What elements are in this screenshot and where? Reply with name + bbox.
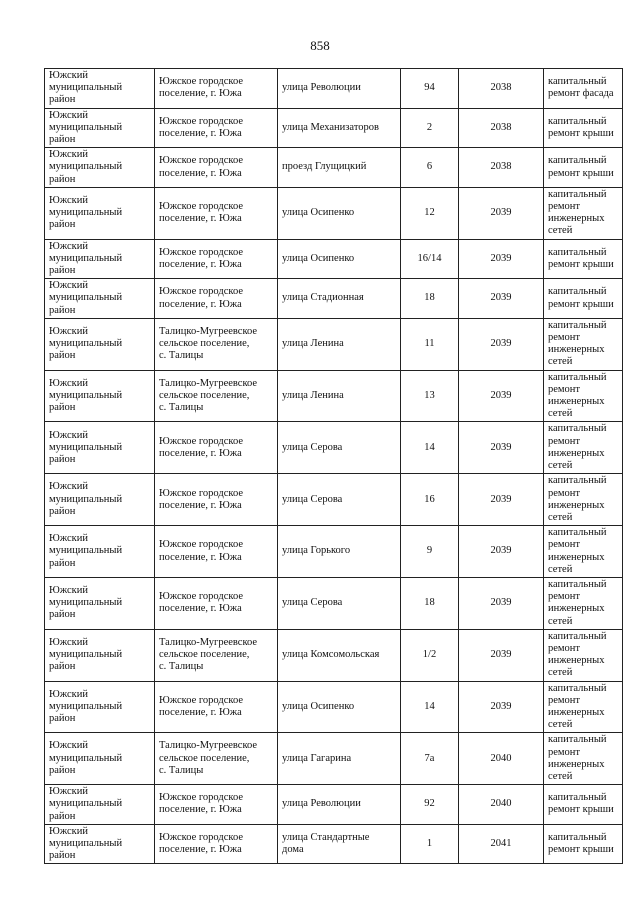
house-number-cell bbox=[401, 526, 459, 578]
settlement-cell-text: Южское городское поселение, г. Южа bbox=[159, 831, 243, 856]
table-row bbox=[45, 526, 623, 578]
year-cell bbox=[459, 108, 544, 148]
street-cell-text: улица Революции bbox=[282, 798, 361, 810]
settlement-cell-text: Южское городское поселение, г. Южа bbox=[159, 694, 243, 718]
district-cell-text: Южский муниципальный район bbox=[49, 825, 123, 862]
year-cell bbox=[459, 629, 544, 681]
house-number-cell-text: 14 bbox=[424, 700, 435, 712]
settlement-cell-text: Южское городское поселение, г. Южа bbox=[159, 792, 243, 816]
settlement-cell-text: Талицко-Мугреевское сельское поселение, с. Талицы bbox=[159, 636, 258, 673]
settlement-cell bbox=[155, 318, 278, 370]
settlement-cell bbox=[155, 824, 278, 864]
year-cell-text: 2038 bbox=[490, 82, 512, 94]
year-cell bbox=[459, 279, 544, 319]
district-cell bbox=[45, 318, 155, 370]
table-row bbox=[45, 733, 623, 785]
settlement-cell bbox=[155, 422, 278, 474]
settlement-cell bbox=[155, 629, 278, 681]
year-cell bbox=[459, 474, 544, 526]
district-cell bbox=[45, 474, 155, 526]
work-type-cell-text: капитальный ремонт инженерных сетей bbox=[548, 578, 607, 627]
district-cell-text: Южский муниципальный район bbox=[49, 240, 123, 277]
street-cell-text: улица Комсомольская bbox=[282, 649, 380, 661]
table-row bbox=[45, 577, 623, 629]
district-cell-text: Южский муниципальный район bbox=[49, 786, 123, 822]
work-type-cell bbox=[544, 629, 623, 681]
table-row bbox=[45, 824, 623, 864]
street-cell bbox=[278, 733, 401, 785]
settlement-cell-text: Южское городское поселение, г. Южа bbox=[159, 76, 243, 100]
house-number-cell bbox=[401, 239, 459, 279]
work-type-cell-text: капитальный ремонт фасада bbox=[548, 76, 614, 100]
settlement-cell-text: Южское городское поселение, г. Южа bbox=[159, 487, 243, 511]
district-cell-text: Южский муниципальный район bbox=[49, 740, 123, 776]
district-cell bbox=[45, 148, 155, 188]
street-cell bbox=[278, 629, 401, 681]
table-row bbox=[45, 785, 623, 825]
settlement-cell bbox=[155, 474, 278, 526]
work-type-cell-text: капитальный ремонт крыши bbox=[548, 115, 614, 139]
year-cell bbox=[459, 733, 544, 785]
repair-schedule-table bbox=[44, 68, 623, 864]
house-number-cell-text: 92 bbox=[424, 798, 435, 810]
house-number-cell bbox=[401, 187, 459, 239]
year-cell-text: 2039 bbox=[490, 252, 512, 264]
district-cell-text: Южский муниципальный район bbox=[49, 377, 123, 414]
house-number-cell bbox=[401, 474, 459, 526]
house-number-cell-text: 7а bbox=[424, 752, 435, 764]
house-number-cell bbox=[401, 824, 459, 864]
district-cell-text: Южский муниципальный район bbox=[49, 429, 123, 465]
work-type-cell-text: капитальный ремонт инженерных сетей bbox=[548, 423, 607, 472]
work-type-cell bbox=[544, 733, 623, 785]
street-cell bbox=[278, 370, 401, 422]
settlement-cell-text: Южское городское поселение, г. Южа bbox=[159, 591, 243, 615]
district-cell bbox=[45, 577, 155, 629]
work-type-cell bbox=[544, 785, 623, 825]
district-cell bbox=[45, 733, 155, 785]
year-cell bbox=[459, 370, 544, 422]
district-cell-text: Южский муниципальный район bbox=[49, 585, 123, 621]
table-row bbox=[45, 187, 623, 239]
year-cell bbox=[459, 681, 544, 733]
street-cell bbox=[278, 474, 401, 526]
house-number-cell bbox=[401, 370, 459, 422]
work-type-cell-text: капитальный ремонт инженерных сетей bbox=[548, 682, 607, 731]
house-number-cell bbox=[401, 577, 459, 629]
street-cell-text: улица Стадионная bbox=[282, 292, 364, 304]
house-number-cell bbox=[401, 785, 459, 825]
year-cell-text: 2039 bbox=[490, 493, 512, 505]
work-type-cell bbox=[544, 577, 623, 629]
settlement-cell bbox=[155, 681, 278, 733]
settlement-cell-text: Талицко-Мугреевское сельское поселение, с. Талицы bbox=[159, 377, 258, 414]
street-cell-text: улица Революции bbox=[282, 82, 361, 94]
street-cell bbox=[278, 422, 401, 474]
street-cell bbox=[278, 526, 401, 578]
work-type-cell-text: капитальный ремонт инженерных сетей bbox=[548, 527, 607, 575]
table-row bbox=[45, 422, 623, 474]
year-cell-text: 2038 bbox=[490, 161, 512, 173]
house-number-cell-text: 13 bbox=[424, 389, 435, 401]
house-number-cell bbox=[401, 148, 459, 188]
work-type-cell bbox=[544, 239, 623, 279]
house-number-cell-text: 12 bbox=[424, 207, 435, 219]
table-row bbox=[45, 681, 623, 733]
work-type-cell bbox=[544, 681, 623, 733]
settlement-cell bbox=[155, 239, 278, 279]
house-number-cell bbox=[401, 733, 459, 785]
page-number: 858 bbox=[310, 38, 330, 53]
table-row bbox=[45, 629, 623, 681]
settlement-cell-text: Южское городское поселение, г. Южа bbox=[159, 201, 243, 225]
settlement-cell-text: Южское городское поселение, г. Южа bbox=[159, 286, 243, 310]
street-cell bbox=[278, 148, 401, 188]
house-number-cell-text: 14 bbox=[424, 441, 435, 453]
district-cell bbox=[45, 69, 155, 109]
district-cell-text: Южский муниципальный район bbox=[49, 109, 123, 146]
district-cell bbox=[45, 629, 155, 681]
house-number-cell-text: 11 bbox=[424, 338, 435, 350]
work-type-cell-text: капитальный ремонт инженерных сетей bbox=[548, 371, 607, 420]
table-row bbox=[45, 474, 623, 526]
work-type-cell-text: капитальный ремонт инженерных сетей bbox=[548, 734, 607, 782]
table-row bbox=[45, 148, 623, 188]
year-cell bbox=[459, 422, 544, 474]
house-number-cell bbox=[401, 629, 459, 681]
table-body bbox=[45, 69, 623, 864]
house-number-cell bbox=[401, 318, 459, 370]
street-cell-text: улица Ленина bbox=[282, 389, 344, 401]
settlement-cell-text: Талицко-Мугреевское сельское поселение, с. Талицы bbox=[159, 325, 258, 362]
house-number-cell bbox=[401, 69, 459, 109]
street-cell-text: улица Серова bbox=[282, 597, 343, 609]
year-cell-text: 2039 bbox=[490, 292, 512, 304]
district-cell bbox=[45, 422, 155, 474]
district-cell-text: Южский муниципальный район bbox=[49, 280, 123, 316]
district-cell-text: Южский муниципальный район bbox=[49, 194, 123, 231]
settlement-cell-text: Южское городское поселение, г. Южа bbox=[159, 539, 243, 563]
street-cell-text: проезд Глущицкий bbox=[282, 161, 367, 173]
work-type-cell-text: капитальный ремонт крыши bbox=[548, 155, 614, 179]
street-cell-text: улица Серова bbox=[282, 493, 343, 505]
year-cell bbox=[459, 318, 544, 370]
year-cell bbox=[459, 187, 544, 239]
year-cell-text: 2039 bbox=[490, 597, 512, 609]
street-cell-text: улица Ленина bbox=[282, 338, 344, 350]
work-type-cell-text: капитальный ремонт крыши bbox=[548, 286, 614, 310]
year-cell bbox=[459, 824, 544, 864]
work-type-cell bbox=[544, 526, 623, 578]
district-cell bbox=[45, 279, 155, 319]
house-number-cell-text: 1/2 bbox=[422, 649, 437, 661]
year-cell bbox=[459, 69, 544, 109]
house-number-cell-text: 16/14 bbox=[417, 252, 442, 264]
house-number-cell-text: 18 bbox=[424, 597, 435, 609]
year-cell bbox=[459, 148, 544, 188]
settlement-cell bbox=[155, 370, 278, 422]
settlement-cell bbox=[155, 187, 278, 239]
year-cell-text: 2039 bbox=[490, 649, 512, 661]
year-cell bbox=[459, 577, 544, 629]
year-cell-text: 2039 bbox=[490, 389, 512, 401]
year-cell-text: 2039 bbox=[490, 700, 512, 712]
year-cell-text: 2038 bbox=[490, 121, 512, 133]
house-number-cell-text: 2 bbox=[426, 121, 433, 133]
district-cell bbox=[45, 370, 155, 422]
settlement-cell-text: Талицко-Мугреевское сельское поселение, с. Талицы bbox=[159, 740, 258, 776]
district-cell bbox=[45, 526, 155, 578]
work-type-cell bbox=[544, 318, 623, 370]
district-cell bbox=[45, 108, 155, 148]
district-cell-text: Южский муниципальный район bbox=[49, 70, 123, 106]
house-number-cell-text: 94 bbox=[424, 82, 435, 94]
year-cell-text: 2039 bbox=[490, 207, 512, 219]
work-type-cell-text: капитальный ремонт крыши bbox=[548, 792, 614, 816]
house-number-cell bbox=[401, 422, 459, 474]
settlement-cell-text: Южское городское поселение, г. Южа bbox=[159, 246, 243, 270]
district-cell-text: Южский муниципальный район bbox=[49, 481, 123, 517]
year-cell-text: 2041 bbox=[490, 837, 512, 849]
street-cell-text: улица Гагарина bbox=[282, 752, 352, 764]
street-cell bbox=[278, 239, 401, 279]
table-row bbox=[45, 318, 623, 370]
year-cell bbox=[459, 239, 544, 279]
work-type-cell bbox=[544, 824, 623, 864]
street-cell-text: улица Горького bbox=[282, 545, 351, 557]
district-cell-text: Южский муниципальный район bbox=[49, 325, 123, 362]
house-number-cell-text: 1 bbox=[426, 837, 433, 849]
street-cell bbox=[278, 187, 401, 239]
table-row bbox=[45, 279, 623, 319]
work-type-cell-text: капитальный ремонт инженерных сетей bbox=[548, 475, 607, 523]
district-cell-text: Южский муниципальный район bbox=[49, 149, 123, 185]
district-cell bbox=[45, 187, 155, 239]
work-type-cell-text: капитальный ремонт инженерных сетей bbox=[548, 319, 607, 368]
year-cell bbox=[459, 526, 544, 578]
table-row bbox=[45, 239, 623, 279]
work-type-cell-text: капитальный ремонт инженерных сетей bbox=[548, 630, 607, 679]
year-cell-text: 2040 bbox=[490, 798, 512, 810]
work-type-cell bbox=[544, 108, 623, 148]
settlement-cell bbox=[155, 733, 278, 785]
street-cell bbox=[278, 824, 401, 864]
street-cell-text: улица Осипенко bbox=[282, 252, 355, 264]
year-cell-text: 2039 bbox=[490, 338, 512, 350]
year-cell-text: 2039 bbox=[490, 545, 512, 557]
street-cell bbox=[278, 577, 401, 629]
district-cell bbox=[45, 239, 155, 279]
work-type-cell bbox=[544, 279, 623, 319]
street-cell bbox=[278, 681, 401, 733]
house-number-cell-text: 9 bbox=[426, 545, 433, 557]
house-number-cell-text: 18 bbox=[424, 292, 435, 304]
settlement-cell-text: Южское городское поселение, г. Южа bbox=[159, 435, 243, 459]
street-cell-text: улица Серова bbox=[282, 441, 343, 453]
house-number-cell bbox=[401, 681, 459, 733]
settlement-cell bbox=[155, 279, 278, 319]
street-cell-text: улица Осипенко bbox=[282, 207, 355, 219]
work-type-cell bbox=[544, 422, 623, 474]
house-number-cell bbox=[401, 279, 459, 319]
year-cell-text: 2039 bbox=[490, 441, 512, 453]
work-type-cell bbox=[544, 474, 623, 526]
settlement-cell bbox=[155, 785, 278, 825]
table-row bbox=[45, 108, 623, 148]
work-type-cell bbox=[544, 370, 623, 422]
settlement-cell bbox=[155, 108, 278, 148]
district-cell-text: Южский муниципальный район bbox=[49, 533, 123, 569]
settlement-cell bbox=[155, 577, 278, 629]
work-type-cell-text: капитальный ремонт крыши bbox=[548, 246, 614, 270]
street-cell bbox=[278, 785, 401, 825]
district-cell-text: Южский муниципальный район bbox=[49, 636, 123, 673]
house-number-cell-text: 16 bbox=[424, 493, 435, 505]
settlement-cell bbox=[155, 69, 278, 109]
settlement-cell bbox=[155, 526, 278, 578]
work-type-cell bbox=[544, 148, 623, 188]
district-cell bbox=[45, 785, 155, 825]
house-number-cell-text: 6 bbox=[426, 161, 433, 173]
settlement-cell bbox=[155, 148, 278, 188]
street-cell-text: улица Осипенко bbox=[282, 700, 355, 712]
street-cell bbox=[278, 69, 401, 109]
house-number-cell bbox=[401, 108, 459, 148]
work-type-cell-text: капитальный ремонт инженерных сетей bbox=[548, 188, 607, 237]
settlement-cell-text: Южское городское поселение, г. Южа bbox=[159, 155, 243, 179]
district-cell-text: Южский муниципальный район bbox=[49, 688, 123, 725]
street-cell-text: улица Стандартные дома bbox=[282, 831, 370, 856]
table-row bbox=[45, 370, 623, 422]
district-cell bbox=[45, 824, 155, 864]
table-row bbox=[45, 69, 623, 109]
work-type-cell bbox=[544, 187, 623, 239]
street-cell-text: улица Механизаторов bbox=[282, 121, 379, 133]
street-cell bbox=[278, 279, 401, 319]
work-type-cell bbox=[544, 69, 623, 109]
street-cell bbox=[278, 108, 401, 148]
work-type-cell-text: капитальный ремонт крыши bbox=[548, 831, 614, 856]
settlement-cell-text: Южское городское поселение, г. Южа bbox=[159, 115, 243, 139]
year-cell bbox=[459, 785, 544, 825]
year-cell-text: 2040 bbox=[490, 752, 512, 764]
street-cell bbox=[278, 318, 401, 370]
district-cell bbox=[45, 681, 155, 733]
